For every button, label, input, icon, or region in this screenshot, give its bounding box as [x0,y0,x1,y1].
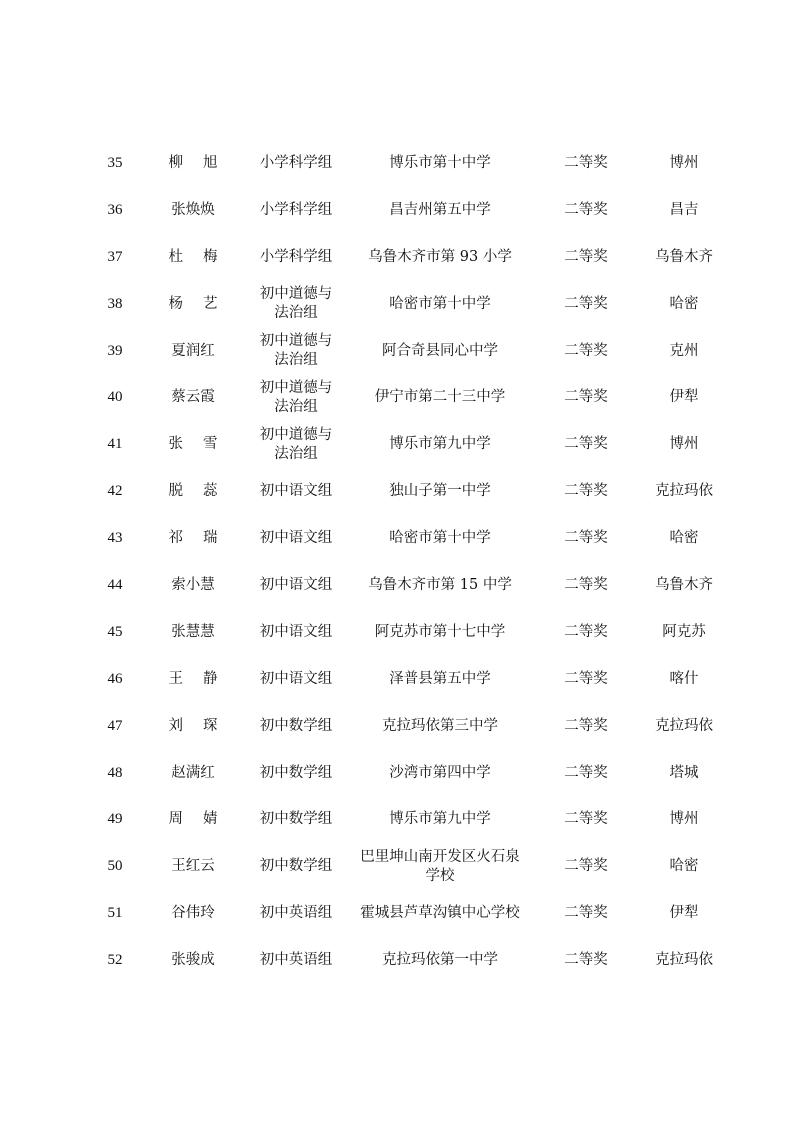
name-cell: 刘琛 [168,717,238,734]
school-cell [344,843,536,890]
group-cell [248,937,344,984]
group-cell-text: 初中语文组 [259,483,333,500]
school-cell [344,796,536,843]
table-row [92,796,732,843]
group-cell-text: 小学科学组 [259,201,333,218]
row-number-cell: 47 [107,717,123,734]
group-cell-text: 初中数学组 [259,764,333,781]
row-number-cell: 36 [107,201,123,218]
school-cell [344,937,536,984]
name-cell: 张骏成 [171,952,215,969]
region-cell: 哈密 [669,295,699,312]
name-cell: 索小慧 [171,576,215,593]
name-cell: 赵满红 [171,764,215,781]
group-cell-text: 初中道德与法治组 [259,286,333,322]
table-row [92,515,732,562]
school-cell [344,890,536,937]
group-cell-text: 初中语文组 [259,623,333,640]
region-cell: 喀什 [669,670,699,687]
award-cell: 二等奖 [564,576,608,593]
region-cell: 阿克苏 [662,623,706,640]
name-cell: 夏润红 [171,342,215,359]
school-cell-text: 泽普县第五中学 [389,670,491,687]
award-cell: 二等奖 [564,389,608,406]
group-cell [248,562,344,609]
award-cell: 二等奖 [564,295,608,312]
group-cell [248,703,344,750]
school-cell-text: 博乐市第九中学 [389,811,491,828]
table-row [92,656,732,703]
school-cell [344,421,536,468]
name-cell: 脱蕊 [168,483,238,500]
name-cell: 王红云 [171,858,215,875]
school-cell-text: 乌鲁木齐市第 93 小学 [368,248,512,265]
group-cell-text: 初中语文组 [259,670,333,687]
table-row [92,234,732,281]
table-row [92,890,732,937]
name-cell: 周婧 [168,811,238,828]
region-cell: 昌吉 [669,201,699,218]
name-cell: 张慧慧 [171,623,215,640]
region-cell: 克州 [669,342,699,359]
group-cell-text: 初中数学组 [259,811,333,828]
school-cell-text: 巴里坤山南开发区火石泉学校 [360,848,520,884]
table-row [92,937,732,984]
award-cell: 二等奖 [564,811,608,828]
group-cell-text: 初中语文组 [259,576,333,593]
school-cell-text: 博乐市第十中学 [389,154,491,171]
award-cell: 二等奖 [564,483,608,500]
group-cell [248,750,344,797]
school-cell [344,328,536,375]
table-row [92,562,732,609]
region-cell: 塔城 [669,764,699,781]
award-cell: 二等奖 [564,670,608,687]
award-cell: 二等奖 [564,623,608,640]
group-cell [248,890,344,937]
group-cell-text: 初中语文组 [259,530,333,547]
school-cell-text: 沙湾市第四中学 [389,764,491,781]
group-cell-text: 初中数学组 [259,858,333,875]
group-cell [248,421,344,468]
school-cell-text: 乌鲁木齐市第 15 中学 [368,576,512,593]
table-row [92,421,732,468]
region-cell: 哈密 [669,858,699,875]
row-number-cell: 43 [107,530,123,547]
award-list-table [92,140,732,984]
school-cell-text: 哈密市第十中学 [389,530,491,547]
group-cell [248,187,344,234]
award-cell: 二等奖 [564,201,608,218]
school-cell [344,562,536,609]
award-cell: 二等奖 [564,858,608,875]
region-cell: 博州 [669,811,699,828]
school-cell [344,234,536,281]
group-cell [248,656,344,703]
table-row [92,843,732,890]
award-cell: 二等奖 [564,717,608,734]
row-number-cell: 49 [107,811,123,828]
region-cell: 克拉玛依 [655,717,713,734]
row-number-cell: 50 [107,858,123,875]
group-cell [248,374,344,421]
school-cell [344,515,536,562]
name-cell: 张雪 [168,436,238,453]
school-cell [344,656,536,703]
school-cell [344,374,536,421]
region-cell: 伊犁 [669,389,699,406]
group-cell-text: 初中道德与法治组 [259,333,333,368]
group-cell-text: 初中英语组 [259,905,333,922]
table-row [92,374,732,421]
name-cell: 杨艺 [168,295,238,312]
award-cell: 二等奖 [564,248,608,265]
region-cell: 克拉玛依 [655,952,713,969]
table-row [92,703,732,750]
row-number-cell: 44 [107,576,123,593]
school-cell-text: 阿合奇县同心中学 [382,342,498,359]
group-cell-text: 初中道德与法治组 [259,379,333,415]
row-number-cell: 46 [107,670,123,687]
table-row [92,187,732,234]
group-cell [248,515,344,562]
school-cell-text: 阿克苏市第十七中学 [374,623,506,640]
region-cell: 博州 [669,436,699,453]
award-cell: 二等奖 [564,764,608,781]
school-cell-text: 独山子第一中学 [389,483,491,500]
row-number-cell: 35 [107,154,123,171]
row-number-cell: 38 [107,295,123,312]
school-cell [344,703,536,750]
group-cell [248,796,344,843]
name-cell: 祁瑞 [168,530,238,547]
school-cell [344,468,536,515]
award-cell: 二等奖 [564,905,608,922]
region-cell: 乌鲁木齐 [655,576,713,593]
group-cell [248,234,344,281]
group-cell-text: 初中道德与法治组 [259,426,333,462]
region-cell: 克拉玛依 [655,483,713,500]
group-cell-text: 小学科学组 [259,154,333,171]
group-cell [248,843,344,890]
row-number-cell: 51 [107,905,123,922]
region-cell: 哈密 [669,530,699,547]
row-number-cell: 41 [107,436,123,453]
group-cell [248,140,344,187]
group-cell-text: 小学科学组 [259,248,333,265]
group-cell [248,328,344,375]
table-row [92,140,732,187]
school-cell-text: 霍城县芦草沟镇中心学校 [360,905,520,922]
name-cell: 蔡云霞 [171,389,215,406]
table-row [92,468,732,515]
school-cell-text: 伊宁市第二十三中学 [374,389,506,406]
name-cell: 杜梅 [168,248,238,265]
school-cell-text: 克拉玛依第三中学 [382,717,498,734]
name-cell: 王静 [168,670,238,687]
row-number-cell: 52 [107,952,123,969]
group-cell [248,609,344,656]
award-cell: 二等奖 [564,436,608,453]
row-number-cell: 42 [107,483,123,500]
region-cell: 伊犁 [669,905,699,922]
name-cell: 谷伟玲 [171,905,215,922]
row-number-cell: 39 [107,342,123,359]
school-cell [344,187,536,234]
table-row [92,328,732,375]
award-cell: 二等奖 [564,342,608,359]
group-cell-text: 初中英语组 [259,952,333,969]
row-number-cell: 45 [107,623,123,640]
table-row [92,750,732,797]
school-cell-text: 昌吉州第五中学 [389,201,491,218]
row-number-cell: 48 [107,764,123,781]
school-cell [344,140,536,187]
table-row [92,281,732,328]
group-cell [248,281,344,328]
school-cell [344,609,536,656]
row-number-cell: 37 [107,248,123,265]
row-number-cell: 40 [107,389,123,406]
name-cell: 柳旭 [168,154,238,171]
school-cell-text: 克拉玛依第一中学 [382,952,498,969]
school-cell [344,750,536,797]
school-cell [344,281,536,328]
school-cell-text: 哈密市第十中学 [389,295,491,312]
region-cell: 乌鲁木齐 [655,248,713,265]
school-cell-text: 博乐市第九中学 [389,436,491,453]
award-cell: 二等奖 [564,530,608,547]
name-cell: 张焕焕 [171,201,215,218]
group-cell [248,468,344,515]
table-row [92,609,732,656]
award-cell: 二等奖 [564,154,608,171]
region-cell: 博州 [669,154,699,171]
group-cell-text: 初中数学组 [259,717,333,734]
award-cell: 二等奖 [564,952,608,969]
